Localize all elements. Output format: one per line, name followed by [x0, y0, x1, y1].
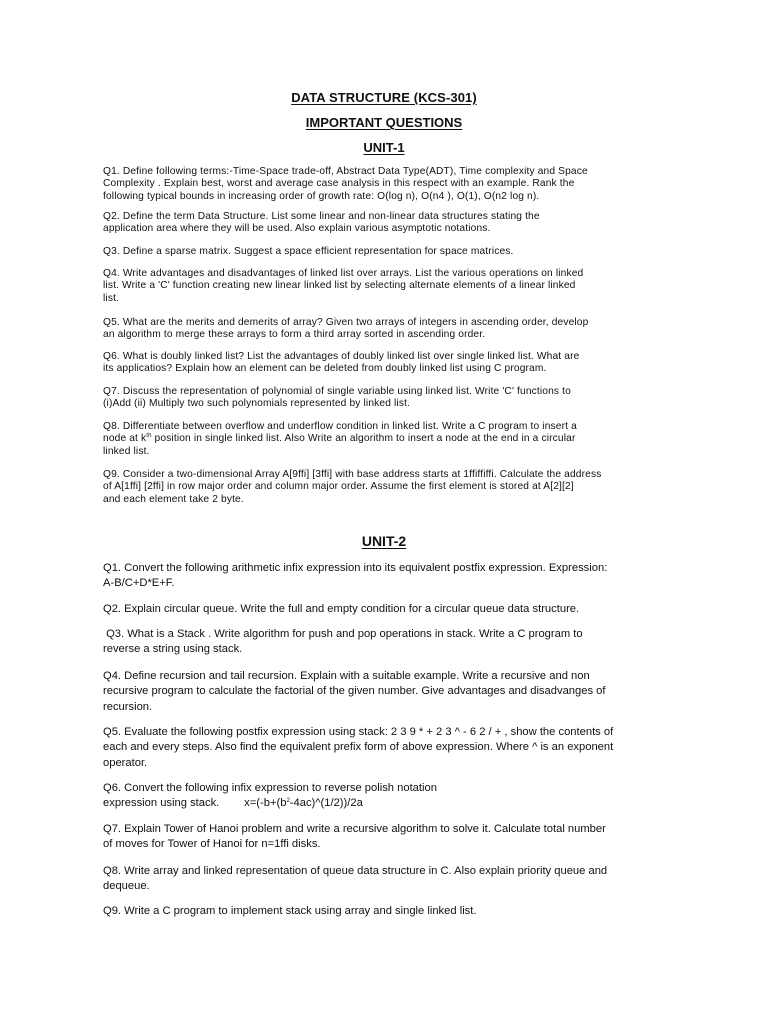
question-line: recursive program to calculate the factorial of the given number. Give advantages and disadvanges of — [103, 685, 606, 698]
question-line: Q8. Differentiate between overflow and underflow condition in linked list. Write a C program to insert a — [103, 421, 577, 432]
question-line: list. — [103, 292, 120, 304]
question-line: Q6. What is doubly linked list? List the advantages of doubly linked list over single linked list. What are — [103, 351, 580, 362]
question-line — [103, 433, 693, 445]
question-line: Q7. Explain Tower of Hanoi problem and write a recursive algorithm to solve it. Calculate total number — [103, 823, 606, 835]
unit2-question-9 — [103, 904, 693, 919]
unit2-question-3 — [103, 627, 693, 658]
question-text: -4ac)^(1/2))/2a — [289, 797, 363, 810]
unit2-question-2 — [103, 602, 693, 617]
question-line: an algorithm to merge these arrays to form a third array sorted in ascending order. — [103, 329, 486, 341]
question-line: of A[1ffi] [2ffi] in row major order and column major order. Assume the first element is stored at A[2][2] — [103, 481, 574, 493]
unit1-question-3 — [103, 246, 693, 258]
question-line: Q5. Evaluate the following postfix expression using stack: 2 3 9 * + 2 3 ^ - 6 2 / + , show the contents of — [103, 726, 614, 738]
question-line — [103, 796, 693, 811]
question-text: expression using stack. x=(-b+(b — [103, 797, 287, 810]
question-line: following typical bounds in increasing order of growth rate: O(log n), O(n4 ), O(1), O(n2 log n). — [103, 190, 540, 202]
question-line: reverse a string using stack. — [103, 643, 243, 656]
question-line: Q6. Convert the following infix expression to reverse polish notation — [103, 782, 437, 794]
superscript: 2 — [286, 798, 290, 805]
question-line: list. Write a 'C' function creating new linear linked list by selecting alternate elements of a linear linked — [103, 280, 576, 292]
question-line: Q8. Write array and linked representation of queue data structure in C. Also explain priority queue and — [103, 865, 608, 877]
question-line: operator. — [103, 756, 148, 769]
question-line: its applicatios? Explain how an element can be deleted from doubly linked list using C program. — [103, 363, 547, 375]
unit2-question-4 — [103, 669, 693, 715]
unit1-question-8 — [103, 421, 693, 458]
question-line: Q9. Consider a two-dimensional Array A[9ffi] [3ffi] with base address starts at 1ffiffiffi. Calculate the address — [103, 469, 602, 480]
question-line: Q4. Write advantages and disadvantages of linked list over arrays. List the various operations on linked — [103, 268, 584, 279]
question-line: of moves for Tower of Hanoi for n=1ffi disks. — [103, 838, 321, 851]
unit2-question-1 — [103, 561, 693, 592]
question-line: each and every steps. Also find the equivalent prefix form of above expression. Where ^ is an exponent — [103, 741, 614, 754]
unit2-question-6 — [103, 781, 693, 812]
question-line: recursion. — [103, 700, 153, 713]
unit1-question-4 — [103, 268, 693, 305]
unit2-question-5 — [103, 725, 693, 771]
question-text: position in single linked list. Also Write an algorithm to insert a node at the end in a circular — [151, 433, 576, 445]
question-text: node at k — [103, 433, 147, 445]
question-line: linked list. — [103, 445, 150, 457]
unit1-question-7 — [103, 386, 693, 411]
unit2-question-8 — [103, 864, 693, 895]
question-line: application area where they will be used. Also explain various asymptotic notations. — [103, 223, 491, 235]
question-line: and each element take 2 byte. — [103, 493, 244, 505]
unit1-question-9 — [103, 469, 693, 506]
document-title: DATA STRUCTURE (KCS-301) — [291, 90, 477, 105]
unit1-question-2 — [103, 211, 693, 236]
question-line: Q4. Define recursion and tail recursion. Explain with a suitable example. Write a recursive and non — [103, 670, 590, 682]
question-line: Q3. Define a sparse matrix. Suggest a space efficient representation for space matrices. — [103, 246, 514, 257]
document-subtitle: IMPORTANT QUESTIONS — [305, 115, 463, 130]
unit1-question-5 — [103, 317, 693, 342]
question-line: Q1. Define following terms:-Time-Space trade-off, Abstract Data Type(ADT), Time complexity and Space — [103, 166, 588, 177]
question-line: Q7. Discuss the representation of polynomial of single variable using linked list. Write 'C' functions to — [103, 386, 571, 397]
unit2-question-7 — [103, 822, 693, 853]
question-line: Q1. Convert the following arithmetic infix expression into its equivalent postfix expression. Expression: — [103, 562, 608, 574]
question-line: Q5. What are the merits and demerits of array? Given two arrays of integers in ascending order, develop — [103, 317, 589, 328]
question-line: dequeue. — [103, 880, 150, 893]
unit1-question-1 — [103, 166, 693, 203]
superscript: th — [146, 433, 152, 440]
unit1-heading: UNIT-1 — [363, 140, 405, 155]
unit1-question-6 — [103, 351, 693, 376]
question-line: (i)Add (ii) Multiply two such polynomials represented by linked list. — [103, 398, 411, 410]
question-line: Q3. What is a Stack . Write algorithm for push and pop operations in stack. Write a C program to — [103, 628, 583, 640]
question-line: Q2. Explain circular queue. Write the full and empty condition for a circular queue data structure. — [103, 603, 580, 615]
question-line: Q9. Write a C program to implement stack using array and single linked list. — [103, 905, 477, 917]
question-line: A-B/C+D*E+F. — [103, 577, 175, 590]
unit2-heading: UNIT-2 — [361, 533, 407, 549]
question-line: Q2. Define the term Data Structure. List some linear and non-linear data structures stating the — [103, 211, 540, 222]
question-line: Complexity . Explain best, worst and average case analysis in this respect with an example. Rank the — [103, 178, 575, 190]
